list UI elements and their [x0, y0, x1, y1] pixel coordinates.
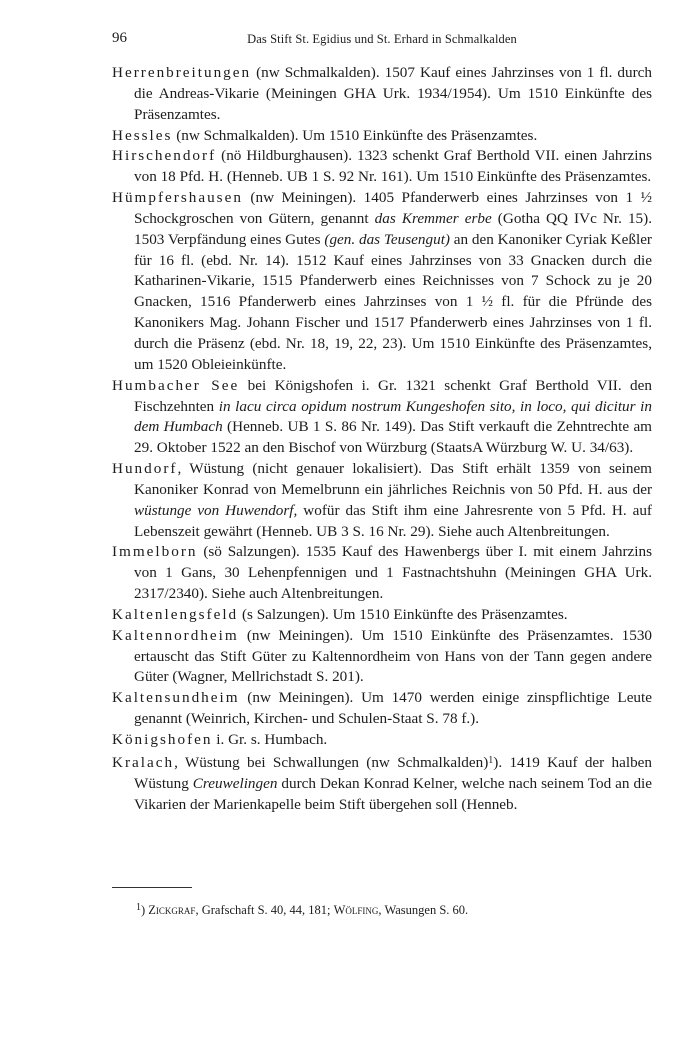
entry-text: (Henneb. UB 1 S. 86 Nr. 149). Das Stift verkauft die Zehntrechte am 29. Oktober 1522 an den Bischof von Würzburg (StaatsA Würzburg W. U. 34/63). — [134, 418, 652, 457]
entry-hundorf — [112, 459, 652, 542]
entry-lemma: Hirschendorf — [112, 147, 217, 165]
entry-koenigshofen — [112, 730, 652, 751]
entry-hirschendorf — [112, 146, 652, 188]
entry-lemma: Humbacher See — [112, 376, 240, 394]
footnote-text: , Grafschaft S. 40, 44, 181; — [195, 903, 334, 917]
entry-text: (nw Meiningen). Um 1510 Einkünfte des Präsenzamtes. 1530 ertauscht das Stift Güter zu Kaltennordheim von Hans von der Tann gegen andere Güter (Wagner, Mellrichstadt S. 201). — [134, 626, 653, 686]
entry-kaltennordheim — [112, 626, 652, 689]
entry-text: (nw Schmalkalden). 1507 Kauf eines Jahrzinses von 1 fl. durch die Andreas-Vikarie (Meiningen GHA Urk. 1934/1954). Um 1510 Einkünfte des Präsenzamtes. — [134, 64, 652, 123]
footnote-text: , Wasungen S. 60. — [378, 903, 469, 917]
entry-text: i. Gr. s. Humbach. — [216, 731, 328, 748]
entry-quote: wüstunge von Huwendorf, — [134, 501, 298, 519]
entry-herrenbreitungen — [112, 63, 652, 126]
page-number: 96 — [112, 30, 127, 46]
entry-immelborn — [112, 542, 652, 605]
entry-kaltenlengsfeld — [112, 605, 652, 626]
footnote-marker-close: ) — [141, 903, 146, 917]
entry-text: ). 1419 Kauf der halben Wüstung — [134, 753, 652, 792]
entry-lemma: Kaltennordheim — [112, 626, 239, 644]
entry-text: (s Salzungen). Um 1510 Einkünfte des Präsenzamtes. — [241, 605, 568, 623]
page-header — [112, 30, 652, 52]
footnote-reference[interactable]: 1 — [488, 754, 494, 766]
entry-text: durch Dekan Konrad Kelner, welche nach seinem Tod an die Vikarien der Marienkapelle beim Stift übergehen soll (Henneb. — [134, 774, 652, 813]
footnote-author: Wölfing — [333, 903, 379, 917]
body-text — [112, 63, 652, 815]
entry-quote: das Kremmer erbe — [374, 209, 492, 227]
entry-lemma: Königshofen — [112, 731, 213, 748]
entry-kralach — [112, 751, 652, 816]
entry-lemma: Kaltensundheim — [112, 689, 240, 707]
footnote-author: Zickgraf — [148, 903, 196, 917]
entry-lemma: Kaltenlengsfeld — [112, 605, 239, 623]
entry-text: (sö Salzungen). 1535 Kauf des Hawenbergs über I. mit einem Jahrzins von 1 Gans, 30 Lehenpfennigen und 1 Fastnachtshuhn (Meiningen GHA Urk. 2317/2340). Siehe auch Altenbreitungen. — [134, 543, 652, 603]
entry-quote: Creuwelingen — [192, 774, 278, 792]
entry-lemma: Herrenbreitungen — [112, 64, 252, 81]
entry-text: , Wüstung bei Schwallungen (nw Schmalkalden) — [174, 753, 489, 771]
entry-kaltensundheim — [112, 688, 652, 730]
entry-lemma: Hundorf — [112, 460, 178, 478]
entry-text: (nw Schmalkalden). Um 1510 Einkünfte des Präsenzamtes. — [176, 126, 538, 144]
entry-text: (nö Hildburghausen). 1323 schenkt Graf Berthold VII. einen Jahrzins von 18 Pfd. H. (Henneb. UB 1 S. 92 Nr. 161). Um 1510 Einkünfte des Präsenzamtes. — [134, 147, 653, 186]
entry-quote: in lacu circa opidum nostrum Kungeshofen sito, in loco, qui dicitur in dem Humbach — [134, 397, 652, 436]
entry-text: bei Königshofen i. Gr. 1321 schenkt Graf Berthold VII. den Fischzehnten — [134, 376, 652, 415]
entry-hessles — [112, 126, 652, 147]
entry-text: an den Kanoniker Cyriak Keßler für 16 fl. (ebd. Nr. 14). 1512 Kauf eines Jahrzinses von 33 Gnacken durch die Katharinen-Vikarie, 1515 Pfanderwerb eines Reichnisses von 7 Schock zu je 20 Gnacken, 1516 Pfanderwerb eines Jahrzinses von 1 ½ fl. für die Pfründe des Kanonikers Mag. Johann Fischer und 1517 Pfanderwerb eines Jahrzinses von 1 fl. durch die Präsenz (ebd. Nr. 18, 19, 22, 23). Um 1510 Einkünfte des Präsenzamtes, um 1520 Obleieinkünfte. — [134, 230, 652, 373]
entry-huempfershausen — [112, 188, 652, 376]
running-title: Das Stift St. Egidius und St. Erhard in Schmalkalden — [247, 32, 517, 46]
footnote-marker: 1 — [136, 902, 141, 913]
entry-text: wofür das Stift ihm eine Jahresrente von 5 Pfd. H. auf Lebenszeit gewährt (Henneb. UB 3 S. 16 Nr. 29). Siehe auch Altenbreitungen. — [134, 501, 652, 540]
entry-lemma: Hümpfershausen — [112, 189, 243, 207]
entry-humbacher-see — [112, 376, 652, 459]
entry-quote: (gen. das Teusengut) — [324, 230, 450, 248]
entry-text: (nw Meiningen). Um 1470 werden einige zinspflichtige Leute genannt (Weinrich, Kirchen- und Schulen-Staat S. 78 f.). — [134, 689, 652, 728]
entry-lemma: Immelborn — [112, 543, 198, 561]
footnote-divider — [112, 887, 192, 888]
footnote — [112, 900, 652, 918]
entry-lemma: Kralach — [112, 753, 175, 771]
entry-text: (nw Meiningen). 1405 Pfanderwerb eines Jahrzinses von 1 ½ Schockgroschen von Gütern, genannt — [134, 189, 652, 227]
entry-text: (Gotha QQ IVc Nr. 15). 1503 Verpfändung eines Gutes — [134, 209, 652, 248]
entry-lemma: Hessles — [112, 126, 173, 144]
entry-text: , Wüstung (nicht genauer lokalisiert). Das Stift erhält 1359 von seinem Kanoniker Konrad von Memelbrunn ein jährliches Reichnis von 50 Pfd. H. aus der — [134, 460, 652, 498]
